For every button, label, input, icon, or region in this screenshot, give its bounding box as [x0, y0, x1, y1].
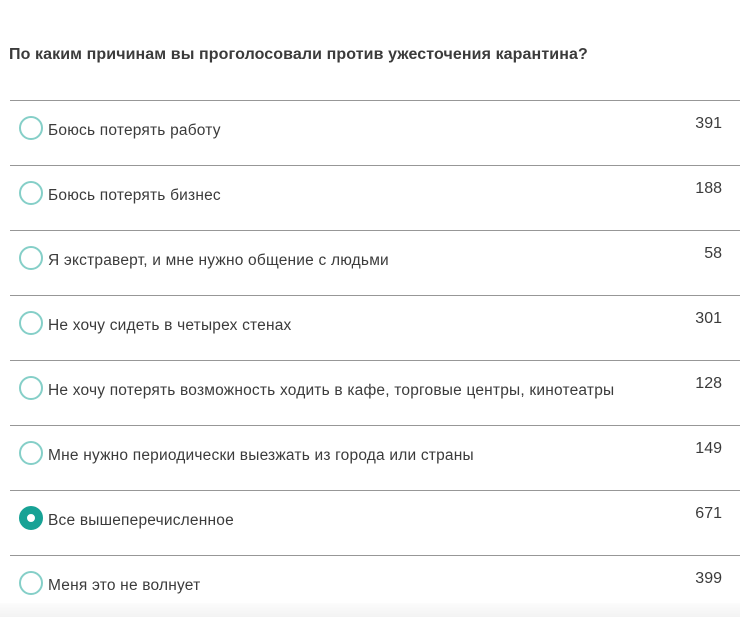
vote-count: 149 [695, 440, 722, 457]
radio-button-icon[interactable] [19, 441, 43, 465]
radio-button-icon[interactable] [19, 571, 43, 595]
poll-options-list [0, 100, 740, 620]
poll-option-label: Мне нужно периодически выезжать из города или страны [48, 447, 474, 464]
radio-button-icon[interactable] [19, 181, 43, 205]
poll-option-row[interactable] [10, 490, 740, 555]
poll-option-label: Не хочу сидеть в четырех стенах [48, 317, 292, 334]
vote-count: 301 [695, 310, 722, 327]
poll-option-label: Боюсь потерять бизнес [48, 187, 221, 204]
vote-count: 128 [695, 375, 722, 392]
radio-button-icon[interactable] [19, 246, 43, 270]
bottom-edge-strip [0, 603, 740, 617]
radio-button-icon[interactable] [19, 376, 43, 400]
poll-option-label: Я экстраверт, и мне нужно общение с людьми [48, 252, 389, 269]
poll-option-label: Все вышеперечисленное [48, 512, 234, 529]
poll-option-label: Боюсь потерять работу [48, 122, 221, 139]
poll-option-row[interactable] [10, 360, 740, 425]
poll-question: По каким причинам вы проголосовали против ужесточения карантина? [9, 46, 588, 63]
poll-option-row[interactable] [10, 295, 740, 360]
poll-option-row[interactable] [10, 425, 740, 490]
poll-option-label: Не хочу потерять возможность ходить в кафе, торговые центры, кинотеатры [48, 382, 615, 399]
poll-option-row[interactable] [10, 230, 740, 295]
poll-option-row[interactable] [10, 100, 740, 165]
radio-button-selected-icon[interactable] [19, 506, 43, 530]
vote-count: 188 [695, 180, 722, 197]
vote-count: 399 [695, 570, 722, 587]
poll-option-row[interactable] [10, 165, 740, 230]
radio-button-icon[interactable] [19, 116, 43, 140]
radio-button-icon[interactable] [19, 311, 43, 335]
poll-option-label: Меня это не волнует [48, 577, 201, 594]
vote-count: 391 [695, 115, 722, 132]
vote-count: 58 [704, 245, 722, 262]
vote-count: 671 [695, 505, 722, 522]
